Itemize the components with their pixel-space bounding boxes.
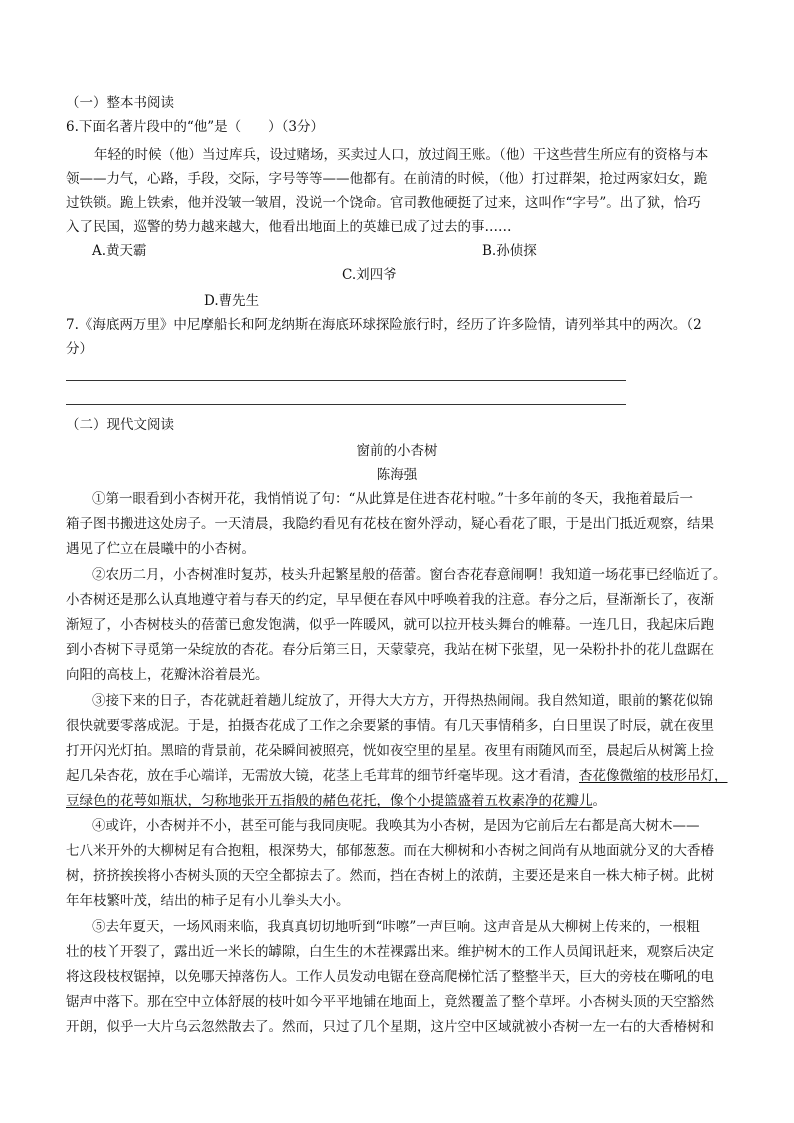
q6-option-d: D.曹先生 — [204, 293, 260, 309]
paragraph-2-line: 向阳的高枝上，花瓣沐浴着晨光。 — [66, 667, 269, 683]
answer-line — [66, 404, 626, 405]
answer-line — [66, 380, 626, 381]
paragraph-3-line — [66, 792, 606, 810]
paragraph-3-period: 。 — [592, 793, 606, 809]
section-heading-whole-book-reading: （一）整本书阅读 — [66, 95, 174, 111]
paragraph-4-line: 树，挤挤挨挨将小杏树头顶的天空全都掠去了。然而，挡在杏树上的浓荫，主要还是来自一株大柿子树。此树 — [66, 868, 714, 884]
paragraph-3-line — [66, 767, 728, 785]
paragraph-5-line: ⑤去年夏天，一场风雨来临，我真真切切地听到“咔嚓”一声巨响。这声音是从大柳树上传来的，一根粗 — [92, 919, 700, 935]
q6-option-c: C.刘四爷 — [342, 267, 397, 283]
q6-passage-line: 年轻的时候（他）当过库兵，设过赌场，买卖过人口，放过阎王账。（他）干这些营生所应有的资格与本 — [94, 147, 709, 163]
question-6-stem: 6.下面名著片段中的“他”是（ ）（3分） — [66, 119, 325, 135]
paragraph-3-line: 打开闪光灯拍。黑暗的背景前，花朵瞬间被照亮，恍如夜空里的星星。夜里有雨随风而至，晨起后从树篱上捡 — [66, 743, 714, 759]
article-author: 陈海强 — [376, 467, 418, 483]
paragraph-3-text: 起几朵杏花，放在手心端详，无需放大镜，花茎上毛茸茸的细节纤毫毕现。这才看清， — [66, 768, 579, 784]
paragraph-2-line: 小杏树还是那么认真地遵守着与春天的约定，早早便在春风中呼唤着我的注意。春分之后，昼渐渐长了，夜渐 — [66, 592, 714, 608]
paragraph-1-line: 遇见了伫立在晨曦中的小杏树。 — [66, 541, 255, 557]
underlined-sentence: 杏花像微缩的枝形吊灯， — [579, 768, 728, 784]
q6-option-b: B.孙侦探 — [482, 243, 537, 259]
paragraph-4-line: ④或许，小杏树并不小，甚至可能与我同庚呢。我唤其为小杏树，是因为它前后左右都是高大树木—— — [92, 818, 700, 834]
paragraph-1-line: ①第一眼看到小杏树开花，我悄悄说了句：“从此算是住进杏花村啦。”十多年前的冬天，我拖着最后一 — [92, 491, 694, 507]
article-title: 窗前的小杏树 — [356, 443, 438, 459]
q6-option-a: A.黄天霸 — [92, 243, 147, 259]
q6-passage-line: 领——力气，心路，手段，交际，字号等等——他都有。在前清的时候，（他）打过群架，抢过两家妇女，跪 — [66, 171, 708, 187]
paragraph-3-line: 很快就要零落成泥。于是，拍摄杏花成了工作之余要紧的事情。有几天事情稍多，白日里误了时辰，就在夜里 — [66, 718, 714, 734]
q6-passage-line: 过铁锁。跪上铁索，他并没皱一皱眉，没说一个饶命。官司教他硬挺了过来，这叫作“字号”。出了狱，恰巧 — [66, 195, 701, 211]
paragraph-1-line: 箱子图书搬进这处房子。一天清晨，我隐约看见有花枝在窗外浮动，疑心看花了眼，于是出门抵近观察，结果 — [66, 516, 714, 532]
paragraph-5-line: 将这段枝杈锯掉，以免哪天掉落伤人。工作人员发动电锯在登高爬梯忙活了整整半天，巨大的旁枝在嘶吼的电 — [66, 969, 714, 985]
q6-passage-line: 入了民国，巡警的势力越来越大，他看出地面上的英雄已成了过去的事…… — [66, 219, 512, 235]
paragraph-3-line: ③接下来的日子，杏花就赶着趟儿绽放了，开得大大方方，开得热热闹闹。我自然知道，眼前的繁花似锦 — [92, 693, 713, 709]
paragraph-5-line: 锯声中落下。那在空中立体舒展的枝叶如今平平地铺在地面上，竟然覆盖了整个草坪。小杏树头顶的天空豁然 — [66, 994, 714, 1010]
paragraph-5-line: 开朗，似乎一大片乌云忽然散去了。然而，只过了几个星期，这片空中区域就被小杏树一左一右的大香椿树和 — [66, 1019, 714, 1035]
paragraph-2-line: 渐短了，小杏树枝头的蓓蕾已愈发饱满，似乎一阵暖风，就可以拉开枝头舞台的帷幕。一连几日，我起床后跑 — [66, 617, 714, 633]
paragraph-4-line: 七八米开外的大柳树足有合抱粗，根深势大，郁郁葱葱。而在大柳树和小杏树之间尚有从地面就分叉的大香椿 — [66, 843, 714, 859]
underlined-sentence-cont: 豆绿色的花萼如瓶状，匀称地张开五指般的赭色花托，像个小提篮盛着五枚素净的花瓣儿 — [66, 793, 593, 809]
question-7-stem-cont: 分） — [66, 341, 93, 357]
question-7-stem: 7.《海底两万里》中尼摩船长和阿龙纳斯在海底环球探险旅行时，经历了许多险情，请列举其中的两次。（2 — [66, 317, 702, 333]
paragraph-5-line: 壮的枝丫开裂了，露出近一米长的罅隙，白生生的木茬裸露出来。维护树木的工作人员闻讯赶来，观察后决定 — [66, 944, 714, 960]
paragraph-4-line: 年年枝繁叶茂，结出的柿子足有小儿拳头大小。 — [66, 893, 350, 909]
paragraph-2-line: ②农历二月，小杏树准时复苏，枝头升起繁星般的蓓蕾。窗台杏花春意闹啊！我知道一场花事已经临近了。 — [92, 567, 727, 583]
section-heading-modern-text-reading: （二）现代文阅读 — [66, 417, 174, 433]
paragraph-2-line: 到小杏树下寻觅第一朵绽放的杏花。春分后第三日，天蒙蒙亮，我站在树下张望，见一朵粉扑扑的花儿盘踞在 — [66, 642, 714, 658]
